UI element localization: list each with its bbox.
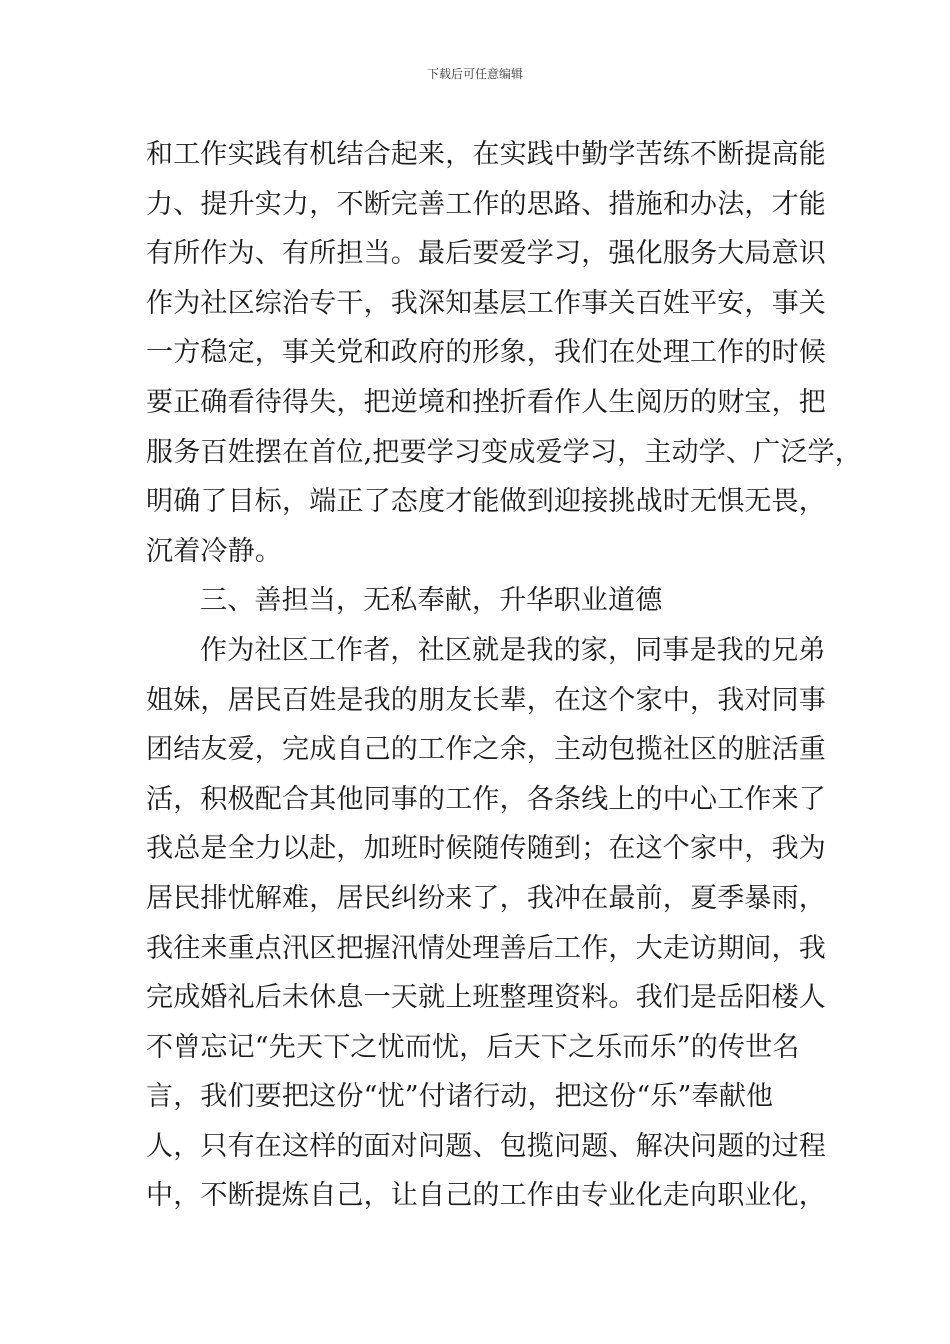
text-line: 我总是全力以赴，加班时候随传随到；在这个家中，我为	[146, 833, 826, 865]
section-heading: 三、善担当，无私奉献，升华职业道德	[200, 585, 663, 617]
text-line: 居民排忧解难，居民纠纷来了，我冲在最前，夏季暴雨，	[146, 882, 826, 914]
text-line: 沉着冷静。	[146, 535, 282, 567]
text-line: 人，只有在这样的面对问题、包揽问题、解决问题的过程	[146, 1130, 826, 1162]
text-line: 作为社区工作者，社区就是我的家，同事是我的兄弟	[200, 634, 826, 666]
text-line: 完成婚礼后未休息一天就上班整理资料。我们是岳阳楼人	[146, 982, 826, 1014]
text-line: 团结友爱，完成自己的工作之余，主动包揽社区的脏活重	[146, 734, 826, 766]
text-line: 有所作为、有所担当。最后要爱学习，强化服务大局意识	[146, 238, 826, 270]
text-line: 作为社区综治专干，我深知基层工作事关百姓平安，事关	[146, 287, 826, 319]
document-body	[146, 130, 862, 1221]
text-line: 力、提升实力，不断完善工作的思路、措施和办法，才能	[146, 188, 826, 220]
text-line: 要正确看待得失，把逆境和挫折看作人生阅历的财宝，把	[146, 386, 826, 418]
text-line: 明确了目标，端正了态度才能做到迎接挑战时无惧无畏，	[146, 486, 826, 518]
text-line: 不曾忘记“先天下之忧而忧，后天下之乐而乐”的传世名	[146, 1031, 800, 1063]
text-line: 中，不断提炼自己，让自己的工作由专业化走向职业化，	[146, 1180, 826, 1212]
text-line: 服务百姓摆在首位,把要学习变成爱学习，主动学、广泛学，	[146, 436, 862, 468]
page-header: 下载后可任意编辑	[426, 67, 523, 81]
text-line: 和工作实践有机结合起来，在实践中勤学苦练不断提高能	[146, 139, 826, 170]
text-line: 我往来重点汛区把握汛情处理善后工作，大走访期间，我	[146, 932, 826, 964]
text-line: 活，积极配合其他同事的工作，各条线上的中心工作来了	[146, 783, 826, 815]
text-line: 一方稳定，事关党和政府的形象，我们在处理工作的时候	[146, 337, 826, 369]
text-line: 姐妹，居民百姓是我的朋友长辈，在这个家中，我对同事	[146, 684, 826, 716]
text-line: 言，我们要把这份“忧”付诸行动，把这份“乐”奉献他	[146, 1081, 774, 1113]
